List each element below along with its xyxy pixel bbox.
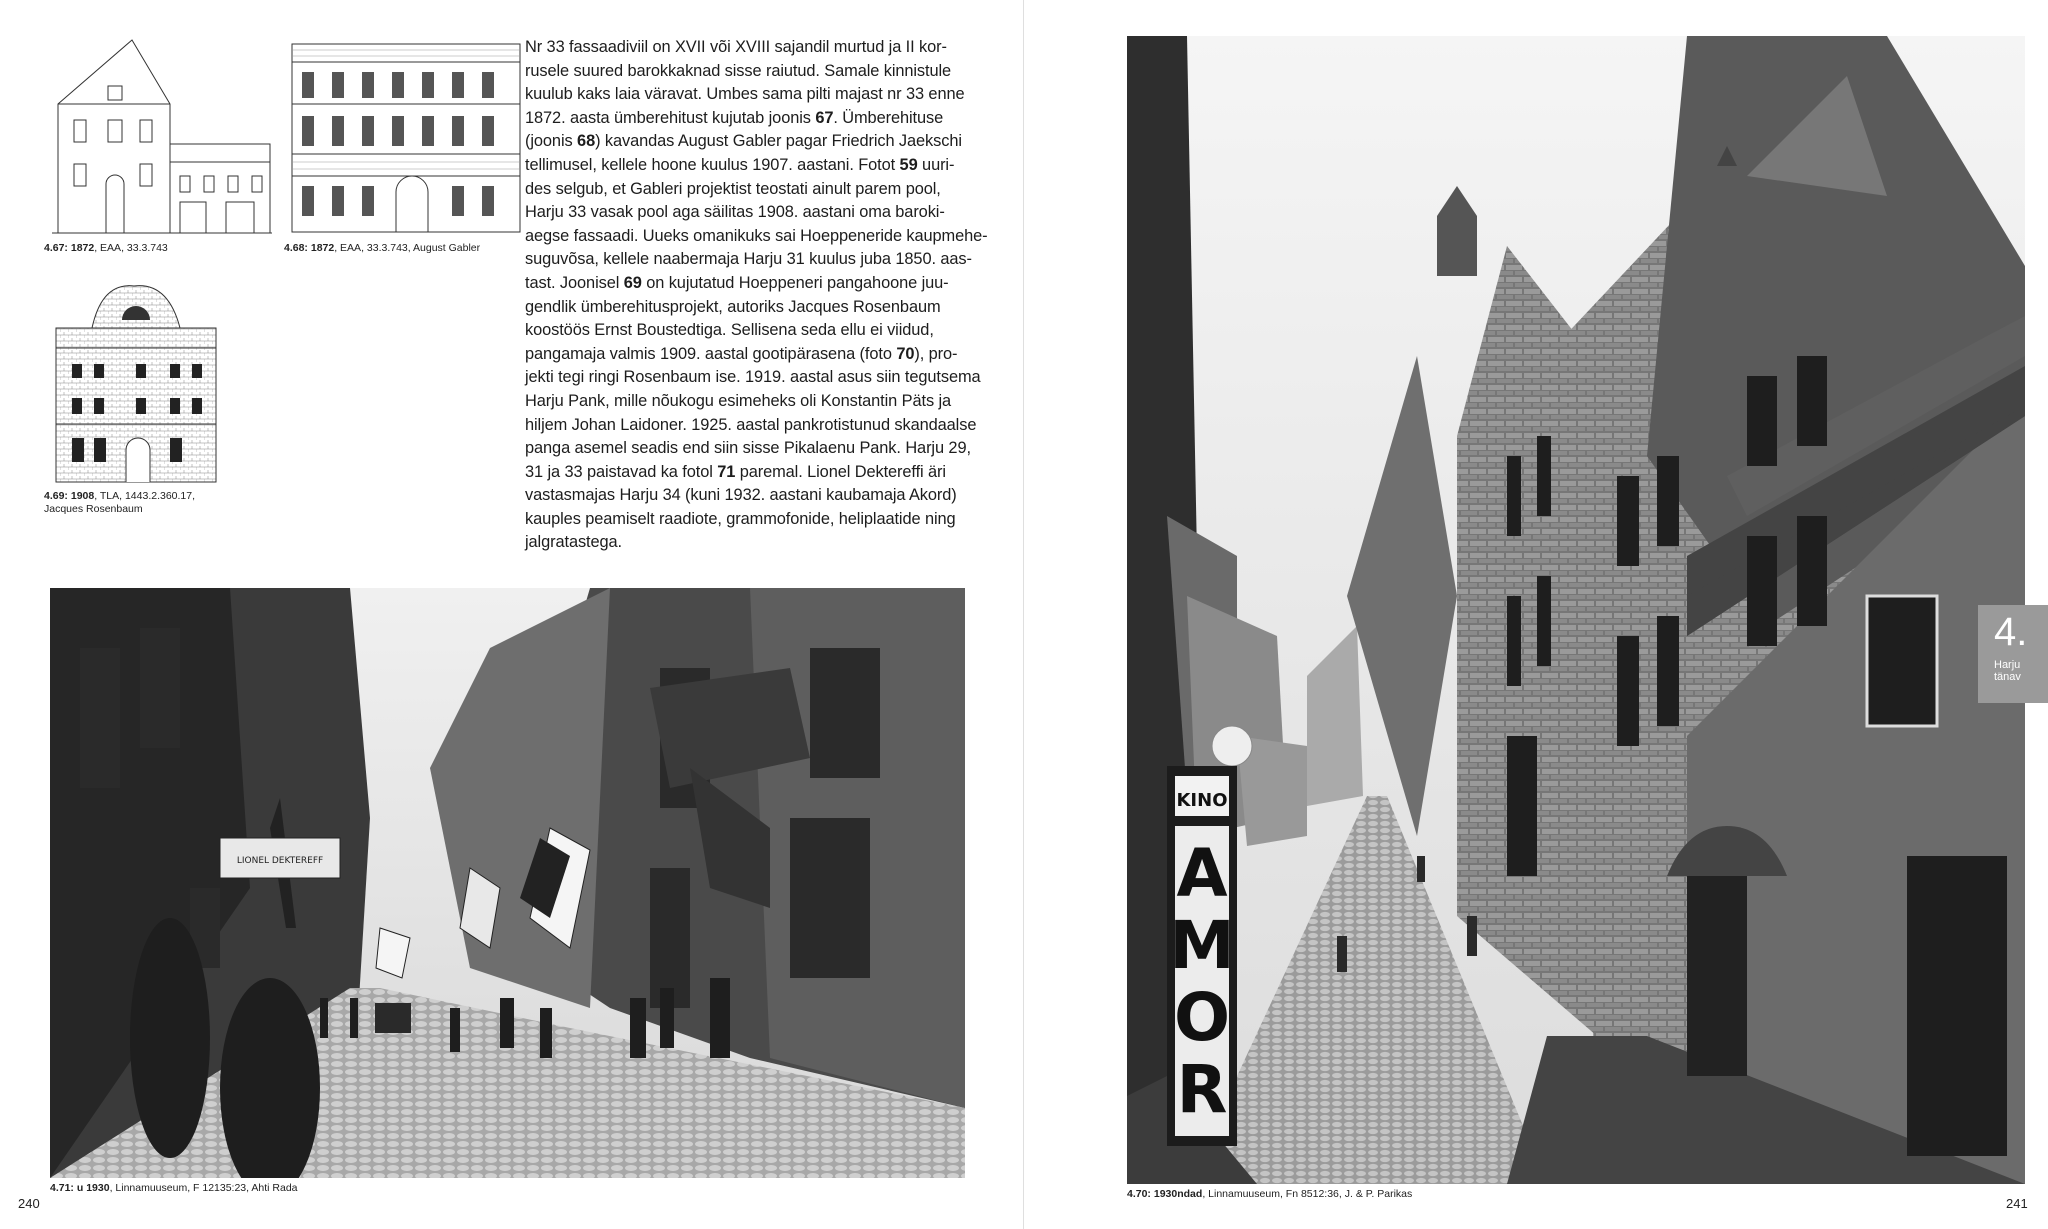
body-text-line: [525, 36, 965, 60]
body-text-run: . Ümberehituse: [833, 108, 944, 127]
caption-label: 4.69:: [44, 490, 68, 502]
amor-sign-letters: [1169, 835, 1235, 1128]
body-text-line: [525, 201, 965, 225]
kino-sign-text: KINO: [1176, 790, 1228, 811]
body-text-run: koostöös Ernst Boustedtiga. Sellisena seda ellu ei viidud,: [525, 321, 934, 340]
chapter-number: 4.: [1994, 610, 2028, 654]
body-text-run: Harju Pank, mille nõukogu esimeheks oli Konstantin Päts ja: [525, 391, 952, 410]
street-photo-kino-amor-icon: [1127, 36, 2028, 1184]
caption-label: 4.67:: [44, 242, 68, 254]
figure-reference: 67: [815, 108, 834, 127]
body-text-run: des selgub, et Gableri projektist teostati ainult parem pool,: [525, 179, 941, 198]
body-text-run: 31 ja 33 paistavad ka fotol: [525, 462, 718, 481]
body-text-run: uuri-: [917, 155, 955, 174]
body-text-run: (joonis: [525, 132, 578, 151]
body-text-line: [525, 178, 965, 202]
caption-source: , EAA, 33.3.743: [94, 242, 168, 254]
amor-sign-letter: M: [1169, 907, 1235, 984]
body-text-run: ) kavandas August Gabler pagar Friedrich Jaekschi: [595, 132, 962, 151]
body-text-run: pangamaja valmis 1909. aastal gootipärasena (foto: [525, 344, 897, 363]
caption-4-67: [44, 242, 168, 255]
shop-sign-text: LIONEL DEKTEREFF: [236, 856, 324, 866]
body-text-line: [525, 225, 988, 249]
body-text-run: gendlik ümberehitusprojekt, autoriks Jacques Rosenbaum: [525, 297, 941, 316]
caption-label: 4.70:: [1127, 1188, 1151, 1200]
caption-label: 4.71:: [50, 1182, 74, 1194]
amor-sign-letter: O: [1173, 979, 1231, 1056]
body-text-line: [525, 461, 965, 485]
body-text-line: [525, 390, 965, 414]
caption-4-69: [44, 490, 195, 516]
caption-source: , TLA, 1443.2.360.17,: [94, 490, 196, 502]
figure-reference: 59: [899, 155, 918, 174]
figure-reference: 70: [896, 344, 915, 363]
body-text-run: panga asemel seadis end siin sisse Pikalaenu Pank. Harju 29,: [525, 439, 971, 458]
caption-source: , EAA, 33.3.743, August Gabler: [334, 242, 481, 254]
caption-date: 1872: [310, 242, 335, 254]
body-text-line: [525, 60, 965, 84]
body-text-line: [525, 248, 972, 272]
drawing-4-67: [52, 34, 272, 234]
amor-sign-letter: A: [1176, 835, 1228, 912]
body-text-run: ), pro-: [914, 344, 958, 363]
body-text-run: kuulub kaks laia väravat. Umbes sama pilti majast nr 33 enne: [525, 85, 965, 104]
photo-4-70: [1127, 36, 2028, 1184]
facade-drawing-rosenbaum-icon: [52, 278, 220, 484]
drawing-4-68: [290, 42, 524, 234]
body-text-run: jalgratastega.: [525, 533, 623, 552]
body-text-run: hiljem Johan Laidoner. 1925. aastal pankrotistunud skandaalse: [525, 415, 977, 434]
body-text-run: Harju 33 vasak pool aga säilitas 1908. aastani oma baroki-: [525, 203, 945, 222]
caption-4-68: [284, 242, 480, 255]
caption-label: 4.68:: [284, 242, 308, 254]
street-photo-icon: [50, 588, 965, 1178]
body-text-line: [525, 343, 965, 367]
body-text-line: [525, 296, 965, 320]
body-text-line: [525, 154, 965, 178]
caption-date: 1908: [70, 490, 95, 502]
body-text-line: [525, 107, 965, 131]
body-text-run: paremal. Lionel Dektereffi äri: [735, 462, 946, 481]
caption-source-2: Jacques Rosenbaum: [44, 503, 143, 515]
figure-reference: 68: [577, 132, 596, 151]
body-text-line: [525, 414, 977, 438]
facade-drawing-1872-icon: [52, 34, 272, 234]
caption-source: , Linnamuuseum, F 12135:23, Ahti Rada: [109, 1182, 298, 1194]
body-text-run: suguvõsa, kellele naabermaja Harju 31 kuulus juba 1850. aas-: [525, 250, 972, 269]
body-text-run: aegse fassaadi. Uueks omanikuks sai Hoeppeneride kaupmehe-: [525, 226, 988, 245]
figure-reference: 71: [717, 462, 736, 481]
body-text-run: Nr 33 fassaadiviil on XVII või XVIII sajandil murtud ja II kor-: [525, 38, 947, 56]
drawing-4-69: [52, 278, 220, 484]
body-text-line: [525, 484, 965, 508]
caption-source: , Linnamuuseum, Fn 8512:36, J. & P. Parikas: [1202, 1188, 1413, 1200]
caption-date: u 1930: [76, 1182, 110, 1194]
body-text-line: [525, 366, 981, 390]
chapter-label-line-1: Harju: [1994, 659, 2021, 671]
facade-drawing-gabler-icon: [290, 42, 524, 234]
body-text-run: tellimusel, kellele hoone kuulus 1907. aastani. Fotot: [525, 155, 900, 174]
chapter-label: [1994, 659, 2021, 683]
figure-reference: 69: [623, 273, 642, 292]
body-text-line: [525, 83, 965, 107]
chapter-tab: [1978, 605, 2048, 703]
caption-date: 1872: [70, 242, 95, 254]
photo-4-71: [50, 588, 965, 1178]
caption-4-70: [1127, 1188, 1412, 1201]
page-number-left: 240: [18, 1196, 40, 1211]
body-text-run: 1872. aasta ümberehitust kujutab joonis: [525, 108, 816, 127]
caption-4-71: [50, 1182, 298, 1195]
body-text-run: vastasmajas Harju 34 (kuni 1932. aastani kaubamaja Akord): [525, 486, 957, 505]
body-text-run: rusele suured barokkaknad sisse raiutud. Samale kinnistule: [525, 61, 952, 80]
body-text-run: kauples peamiselt raadiote, grammofonide, heliplaatide ning: [525, 509, 956, 528]
body-text-line: [525, 531, 965, 555]
body-text-line: [525, 130, 965, 154]
body-text-line: [525, 508, 965, 532]
body-text-line: [525, 437, 971, 461]
body-text-line: [525, 319, 965, 343]
body-text: [525, 36, 988, 555]
body-text-run: on kujutatud Hoeppeneri pangahoone juu-: [641, 273, 949, 292]
page-number-right: 241: [2006, 1196, 2028, 1211]
amor-sign-letter: R: [1176, 1051, 1228, 1128]
chapter-label-line-2: tänav: [1994, 671, 2021, 683]
body-text-run: jekti tegi ringi Rosenbaum ise. 1919. aastal asus siin tegutsema: [525, 368, 981, 387]
body-text-line: [525, 272, 965, 296]
right-page: [1024, 0, 2048, 1229]
caption-date: 1930ndad: [1153, 1188, 1203, 1200]
body-text-run: tast. Joonisel: [525, 273, 624, 292]
